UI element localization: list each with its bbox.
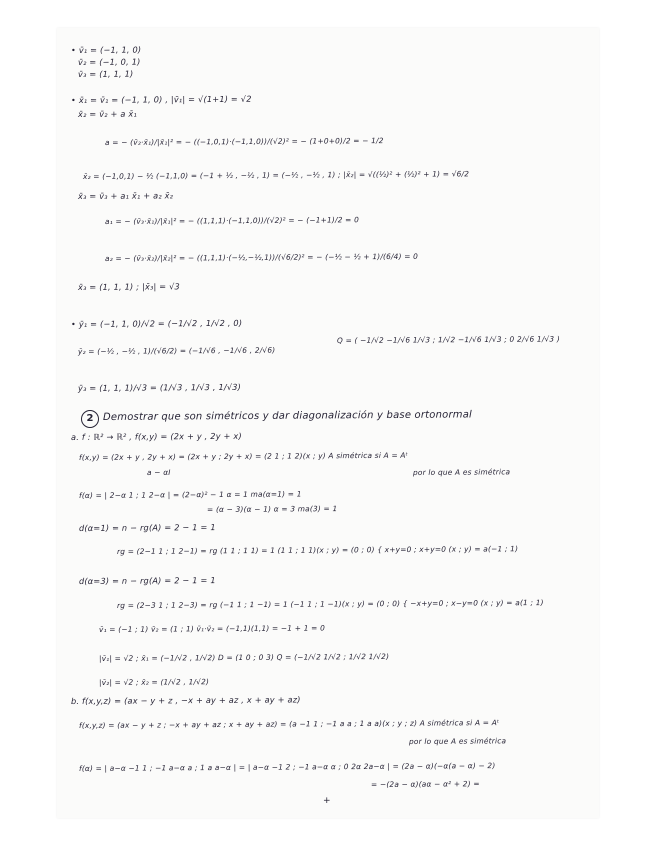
line-a1-coef: a₁ = − (v̄₃·x̄₁)/|x̄₁|² = − ((1,1,1)·(−1,1,0))/(√2)² = − (−1+1)/2 = 0 [104,215,360,226]
section-heading: Demostrar que son simétricos y dar diagonalización y base ortonormal [102,409,473,423]
line-a-minus-lambda: a − αI [146,467,171,477]
line-normalize-2: |v̄₂| = √2 ; x̄₂ = (1/√2 , 1/√2) [98,677,210,687]
line-char-poly-factor: = (α − 3)(α − 1) α = 3 ma(3) = 1 [206,504,338,514]
line-v2-def: v̄₂ = (−1, 0, 1) [77,56,141,67]
line-y2: ȳ₂ = (−½ , −½ , 1)/(√6/2) = (−1/√6 , −1/√6 , 2/√6) [77,345,276,356]
line-q-matrix: Q = ( −1/√2 −1/√6 1/√3 ; 1/√2 −1/√6 1/√3 ; 0 2/√6 1/√3 ) [336,334,560,345]
line-orthogonality: v̄₁ = (−1 ; 1) v̄₂ = (1 ; 1) v̄₁·v̄₂ = (−1,1)(1,1) = −1 + 1 = 0 [98,623,326,634]
line-dim-1: d(α=1) = n − rg(A) = 2 − 1 = 1 [78,522,216,533]
line-part-a-matrix: f(x,y) = (2x + y , 2y + x) = (2x + y ; 2y + x) = (2 1 ; 1 2)(x ; y) A simétrica si A = Aᵗ [78,450,409,462]
line-eigvec-3: rg = (2−3 1 ; 1 2−3) = rg (−1 1 ; 1 −1) = 1 (−1 1 ; 1 −1)(x ; y) = (0 ; 0) { −x+y=0 ; x−y=0 (x ; y) = a(1 ; 1) [116,598,544,610]
line-char-poly-b: f(α) = | a−α −1 1 ; −1 a−α a ; 1 a a−α | = | a−α −1 2 ; −1 a−α α ; 0 2α 2a−α | = (2a − α)(−α(a − α) − 2) [78,761,496,773]
line-part-a-def: a. f : ℝ² → ℝ² , f(x,y) = (2x + y , 2y + x) [70,430,242,442]
line-v3-def: v̄₃ = (1, 1, 1) [77,68,134,79]
line-x2-def: x̄₂ = v̄₂ + a x̄₁ [77,108,137,119]
line-v1-def: • v̄₁ = (−1, 1, 0) [70,44,142,55]
line-part-b-symmetric: por lo que A es simétrica [408,736,507,746]
line-x1-norm: • x̄₁ = v̄₁ = (−1, 1, 0) , |v̄₁| = √(1+1) = √2 [70,93,252,105]
line-y3: ȳ₃ = (1, 1, 1)/√3 = (1/√3 , 1/√3 , 1/√3) [77,381,242,393]
line-char-poly-b-cont: = −(2a − α)(aα − α² + 2) = [370,779,480,789]
line-y1: • ȳ₁ = (−1, 1, 0)/√2 = (−1/√2 , 1/√2 , 0) [70,317,243,329]
line-x3-result: x̄₃ = (1, 1, 1) ; |x̄₃| = √3 [77,281,180,292]
line-part-b-matrix: f(x,y,z) = (ax − y + z ; −x + ay + az ; x + ay + az) = (a −1 1 ; −1 a a ; 1 a a)(x ; y ; z) A simétrica si A = Aᵗ [78,718,500,730]
line-x2-result: x̄₂ = (−1,0,1) − ½ (−1,1,0) = (−1 + ½ , −½ , 1) = (−½ , −½ , 1) ; |x̄₂| = √((½)² + (½)² + 1) = √6/2 [82,169,470,181]
notebook-page [57,28,599,818]
line-x3-def: x̄₃ = v̄₃ + a₁ x̄₁ + a₂ x̄₂ [77,190,174,201]
line-part-b-def: b. f(x,y,z) = (ax − y + z , −x + ay + az , x + ay + az) [70,694,301,706]
line-char-poly-a: f(α) = | 2−α 1 ; 1 2−α | = (2−α)² − 1 α = 1 ma(α=1) = 1 [78,489,302,500]
line-normalize-1: |v̄₁| = √2 ; x̄₁ = (−1/√2 , 1/√2) D = (1 0 ; 0 3) Q = (−1/√2 1/√2 ; 1/√2 1/√2) [98,651,390,663]
line-dim-3: d(α=3) = n − rg(A) = 2 − 1 = 1 [78,575,216,586]
line-a2-coef: a₂ = − (v̄₃·x̄₂)/|x̄₂|² = − ((1,1,1)·(−½,−½,1))/(√6/2)² = − (−½ − ½ + 1)/(6/4) = 0 [104,251,419,263]
line-part-a-symmetric: por lo que A es simétrica [412,467,511,477]
line-eigvec-1: rg = (2−1 1 ; 1 2−1) = rg (1 1 ; 1 1) = 1 (1 1 ; 1 1)(x ; y) = (0 ; 0) { x+y=0 ; x+y=0 (x ; y) = a(−1 ; 1) [116,544,519,556]
page-mark: + [323,796,331,806]
section-number-badge: 2 [81,410,99,428]
line-a-coef: a = − (v̄₂·x̄₁)/|x̄₁|² = − ((−1,0,1)·(−1,1,0))/(√2)² = − (1+0+0)/2 = − 1/2 [104,136,384,147]
